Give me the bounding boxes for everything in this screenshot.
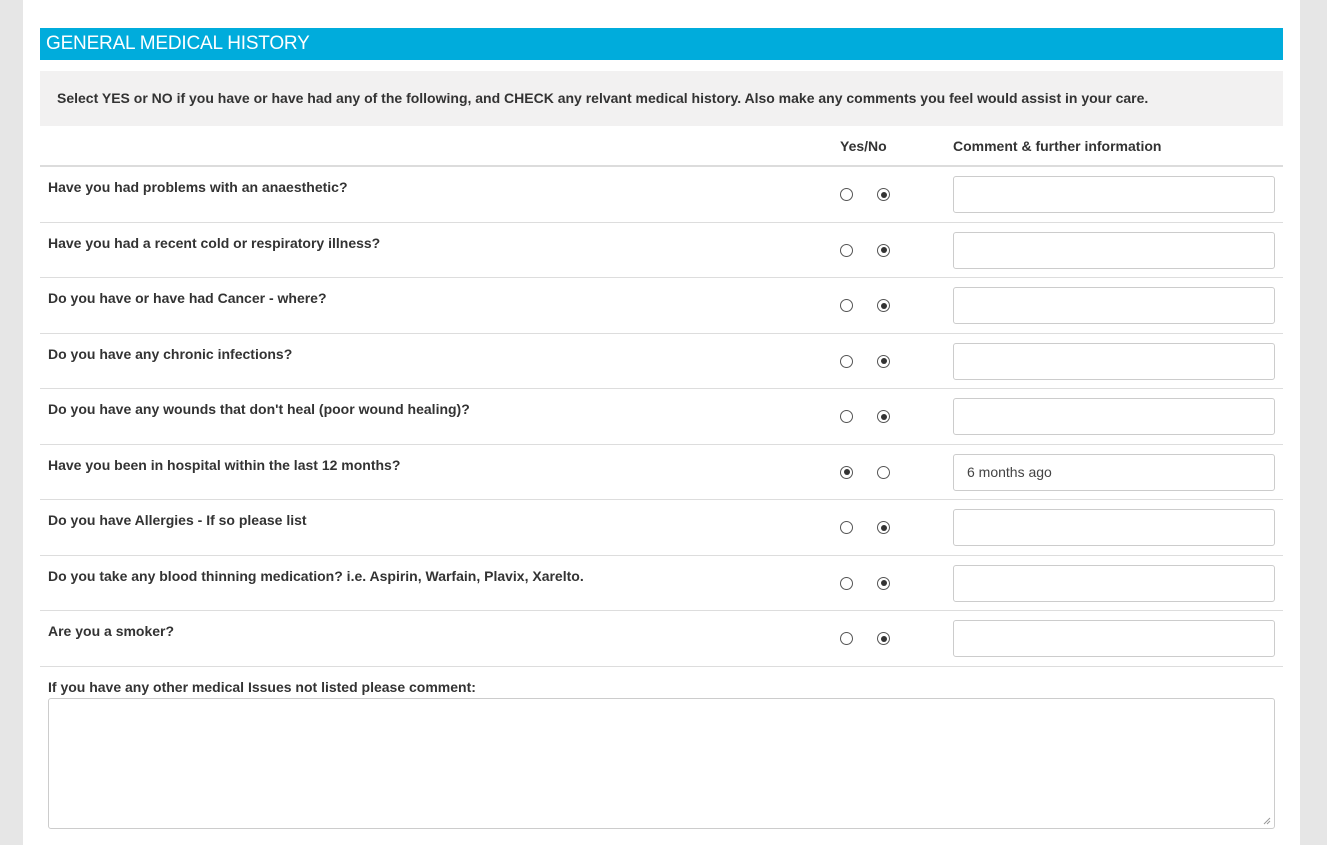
no-radio[interactable] xyxy=(877,632,890,645)
no-radio[interactable] xyxy=(877,466,890,479)
question-label: Have you been in hospital within the last 12 months? xyxy=(48,456,401,473)
comment-input[interactable] xyxy=(953,176,1275,213)
question-label: Do you have Allergies - If so please list xyxy=(48,512,307,528)
no-radio[interactable] xyxy=(877,521,890,534)
yes-radio[interactable] xyxy=(840,299,853,312)
yes-radio[interactable] xyxy=(840,466,853,479)
table-row xyxy=(40,389,1283,445)
comment-input[interactable] xyxy=(953,565,1275,602)
other-issues-textarea[interactable] xyxy=(48,698,1275,829)
comment-input[interactable] xyxy=(953,287,1275,324)
yes-radio[interactable] xyxy=(840,188,853,201)
yes-radio[interactable] xyxy=(840,244,853,257)
table-row xyxy=(40,556,1283,612)
table-row xyxy=(40,167,1283,223)
no-radio[interactable] xyxy=(877,577,890,590)
table-row xyxy=(40,334,1283,390)
no-radio[interactable] xyxy=(877,410,890,423)
question-label: Have you had problems with an anaesthetic? xyxy=(48,179,348,195)
no-radio[interactable] xyxy=(877,355,890,368)
table-row xyxy=(40,223,1283,279)
question-label: Have you had a recent cold or respiratory illness? xyxy=(48,234,381,251)
no-radio[interactable] xyxy=(877,244,890,257)
yes-radio[interactable] xyxy=(840,632,853,645)
question-label: Do you have any chronic infections? xyxy=(48,345,293,362)
comment-input[interactable] xyxy=(953,343,1275,380)
yes-radio[interactable] xyxy=(840,355,853,368)
comment-input[interactable] xyxy=(953,509,1275,546)
table-row xyxy=(40,445,1283,501)
yes-radio[interactable] xyxy=(840,521,853,534)
comment-input[interactable] xyxy=(953,398,1275,435)
table-row xyxy=(40,500,1283,556)
comment-input[interactable] xyxy=(953,232,1275,269)
comment-input[interactable] xyxy=(953,454,1275,491)
other-issues-label: If you have any other medical Issues not listed please comment: xyxy=(48,679,476,695)
table-row xyxy=(40,611,1283,667)
question-label: Do you take any blood thinning medication? i.e. Aspirin, Warfain, Plavix, Xarelto. xyxy=(48,567,584,584)
no-radio[interactable] xyxy=(877,299,890,312)
question-label: Do you have any wounds that don't heal (poor wound healing)? xyxy=(48,401,470,417)
yes-radio[interactable] xyxy=(840,410,853,423)
instructions-text: Select YES or NO if you have or have had any of the following, and CHECK any relvant medical history. Also make any comments you feel would assist in your care. xyxy=(40,71,1283,126)
question-label: Do you have or have had Cancer - where? xyxy=(48,290,327,306)
yes-no-column-header: Yes/No xyxy=(840,138,887,154)
comment-input[interactable] xyxy=(953,620,1275,657)
section-title: GENERAL MEDICAL HISTORY xyxy=(40,28,1283,60)
table-row xyxy=(40,278,1283,334)
question-label: Are you a smoker? xyxy=(48,623,175,639)
resize-grip-icon[interactable] xyxy=(1261,815,1271,825)
question-list xyxy=(40,167,1283,667)
no-radio[interactable] xyxy=(877,188,890,201)
yes-radio[interactable] xyxy=(840,577,853,590)
comment-column-header: Comment & further information xyxy=(953,138,1162,154)
